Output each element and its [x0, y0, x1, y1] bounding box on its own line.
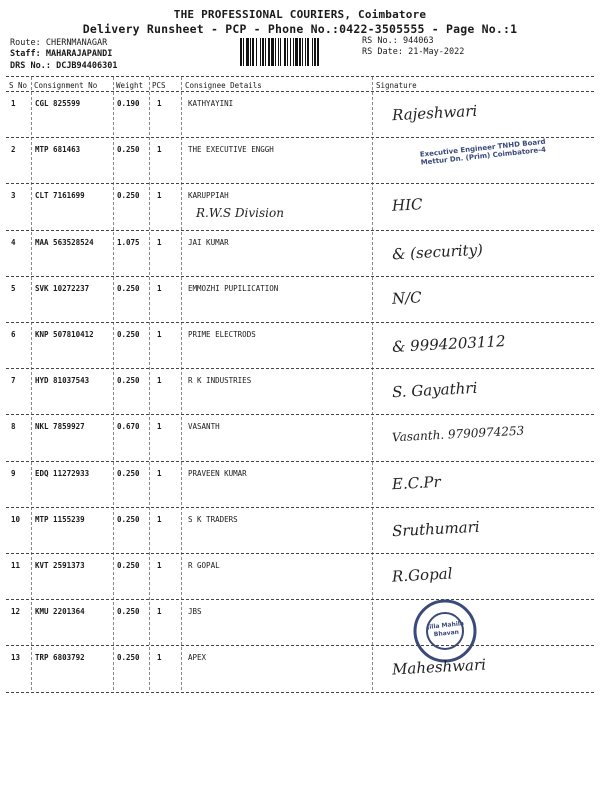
row-signature: & 9994203112: [391, 332, 506, 356]
row-signature: S. Gayathri: [391, 378, 478, 402]
row-consignee: JBS: [188, 607, 202, 617]
row-sno: 13: [11, 653, 21, 663]
office-stamp-text: Executive Engineer TNHD Board Mettur Dn. (Prim) Coimbatore-4: [419, 137, 547, 167]
row-consignment-no: MTP 681463: [35, 145, 81, 155]
drs-line: [10, 61, 118, 72]
row-separator: [6, 414, 594, 415]
row-signature: Sruthumari: [391, 517, 481, 541]
row-pcs: 1: [157, 237, 162, 247]
staff-label: Staff:: [10, 49, 41, 59]
row-pcs: 1: [157, 653, 162, 663]
divider-sno: [31, 77, 32, 690]
row-weight: 1.075: [117, 237, 140, 247]
row-consignee: R K INDUSTRIES: [188, 376, 252, 386]
divider-pcs: [181, 77, 182, 690]
row-handwritten-note: R.W.S Division: [196, 206, 284, 221]
rs-date-value: 21-May-2022: [408, 47, 465, 57]
row-signature: & (security): [391, 240, 484, 263]
row-pcs: 1: [157, 99, 162, 108]
row-consignment-no: SVK 10272237: [35, 283, 90, 293]
staff-value: MAHARAJAPANDI: [45, 49, 113, 59]
row-consignee: VASANTH: [188, 422, 220, 432]
row-separator: [6, 137, 594, 138]
rs-date-label: RS Date:: [362, 47, 403, 57]
row-consignment-no: KMU 2201364: [35, 607, 85, 617]
row-weight: 0.250: [117, 330, 140, 339]
runsheet-subtitle: Delivery Runsheet - PCP - Phone No.:0422-3505555 - Page No.:1: [82, 22, 518, 36]
row-sno: 10: [11, 514, 21, 524]
row-pcs: 1: [157, 145, 162, 155]
table-top-rule: [6, 76, 594, 77]
row-separator: [6, 322, 594, 323]
route-label: Route:: [10, 38, 41, 48]
row-separator: [6, 507, 594, 508]
row-weight: 0.250: [117, 653, 140, 663]
row-separator: [6, 461, 594, 462]
row-consignee: R GOPAL: [188, 561, 220, 570]
row-consignment-no: EDQ 11272933: [35, 468, 90, 478]
row-separator: [6, 368, 594, 369]
row-separator: [6, 553, 594, 554]
row-consignment-no: KNP 507810412: [35, 330, 94, 339]
divider-consignee: [372, 77, 373, 690]
row-weight: 0.250: [117, 468, 140, 478]
row-consignee: JAI KUMAR: [188, 237, 229, 247]
row-sno: 11: [11, 561, 21, 570]
row-pcs: 1: [157, 468, 162, 478]
col-consignee: Consignee Details: [185, 81, 262, 90]
row-separator: [6, 645, 594, 646]
row-consignee: S K TRADERS: [188, 514, 238, 524]
row-separator: [6, 183, 594, 184]
row-pcs: 1: [157, 422, 162, 432]
row-pcs: 1: [157, 376, 162, 386]
row-pcs: 1: [157, 561, 162, 570]
row-weight: 0.250: [117, 376, 140, 386]
row-weight: 0.670: [117, 422, 140, 432]
table-header-rule: [6, 91, 594, 92]
row-consignment-no: KVT 2591373: [35, 561, 85, 570]
row-pcs: 1: [157, 330, 162, 339]
row-weight: 0.190: [117, 99, 140, 108]
col-pcs: PCS: [152, 81, 166, 90]
row-consignment-no: TRP 6803792: [35, 653, 85, 663]
row-sno: 9: [11, 468, 16, 478]
row-sno: 5: [11, 283, 16, 293]
row-consignee: KARUPPIAH: [188, 191, 229, 201]
row-signature: N/C: [391, 288, 423, 308]
staff-line: [10, 49, 112, 60]
runsheet-title: THE PROFESSIONAL COURIERS, Coimbatore: [173, 8, 427, 21]
row-pcs: 1: [157, 514, 162, 524]
row-signature: Maheshwari: [391, 655, 487, 679]
row-pcs: 1: [157, 283, 162, 293]
drs-value: DCJB94406301: [56, 61, 118, 71]
row-separator: [6, 692, 594, 693]
row-sno: 2: [11, 145, 16, 155]
row-sno: 4: [11, 237, 16, 247]
row-consignment-no: MTP 1155239: [35, 514, 85, 524]
row-signature: R.Gopal: [391, 564, 453, 586]
row-sno: 8: [11, 422, 16, 432]
row-consignee: KATHYAYINI: [188, 99, 234, 108]
drs-label: DRS No.:: [10, 61, 51, 71]
row-separator: [6, 230, 594, 231]
row-consignee: EMMOZHI PUPILICATION: [188, 283, 279, 293]
row-weight: 0.250: [117, 514, 140, 524]
seal-stamp-text: Jilla Mahila Bhavan: [426, 620, 465, 639]
row-weight: 0.250: [117, 561, 140, 570]
row-sno: 7: [11, 376, 16, 386]
row-weight: 0.250: [117, 283, 140, 293]
row-signature: Rajeshwari: [391, 101, 478, 125]
row-consignment-no: HYD 81037543: [35, 376, 90, 386]
row-sno: 3: [11, 191, 16, 201]
col-signature: Signature: [376, 81, 417, 90]
row-pcs: 1: [157, 607, 162, 617]
row-consignment-no: CLT 7161699: [35, 191, 85, 201]
col-sno: S No: [9, 81, 28, 90]
row-weight: 0.250: [117, 607, 140, 617]
col-consignment: Consignment No: [34, 81, 98, 90]
row-signature: E.C.Pr: [391, 472, 442, 493]
divider-consignment: [113, 77, 114, 690]
row-consignee: APEX: [188, 653, 207, 663]
row-signature: HIC: [391, 195, 423, 216]
row-separator: [6, 599, 594, 600]
rs-no-value: 944063: [402, 36, 434, 46]
rs-no-line: [362, 36, 434, 47]
row-consignee: PRIME ELECTRODS: [188, 330, 256, 339]
rs-date-line: [362, 47, 464, 58]
row-signature: Vasanth. 9790974253: [391, 423, 525, 445]
row-weight: 0.250: [117, 191, 140, 201]
route-value: CHERNMANAGAR: [45, 38, 108, 48]
rs-no-label: RS No.:: [362, 36, 398, 46]
row-weight: 0.250: [117, 145, 140, 155]
route-line: [10, 38, 107, 49]
barcode-image: [240, 38, 352, 66]
row-sno: 1: [11, 99, 16, 108]
row-consignment-no: NKL 7859927: [35, 422, 85, 432]
col-weight: Weight: [116, 81, 144, 90]
row-separator: [6, 276, 594, 277]
row-consignee: THE EXECUTIVE ENGGH: [188, 145, 274, 155]
divider-weight: [149, 77, 150, 690]
row-pcs: 1: [157, 191, 162, 201]
row-consignment-no: CGL 825599: [35, 99, 81, 108]
row-consignment-no: MAA 563528524: [35, 237, 94, 247]
row-sno: 6: [11, 330, 16, 339]
row-sno: 12: [11, 607, 21, 617]
row-consignee: PRAVEEN KUMAR: [188, 468, 247, 478]
